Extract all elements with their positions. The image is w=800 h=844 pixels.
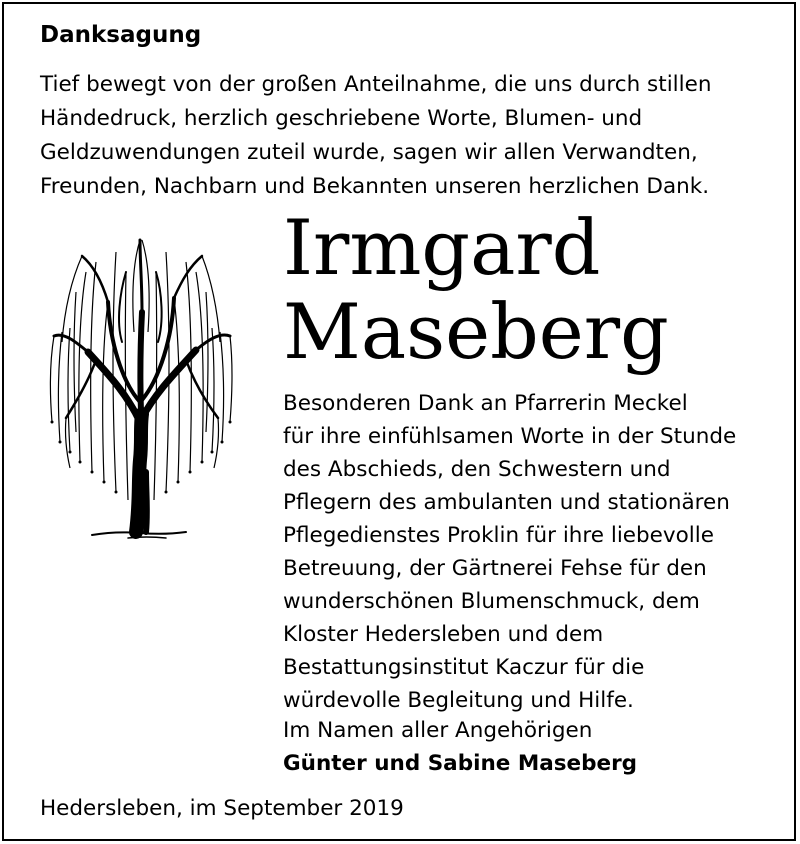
deceased-name [283,203,669,376]
thanks-line: Besonderen Dank an Pfarrerin Meckel [283,391,688,416]
signoff [283,714,637,780]
intro-line: Händedruck, herzlich geschriebene Worte, Blumen- und [40,106,643,131]
intro-line: Tief bewegt von der großen Anteilnahme, die uns durch stillen [40,72,712,97]
last-name: Maseberg [283,287,669,376]
special-thanks-text [283,387,773,717]
thanks-line: Betreuung, der Gärtnerei Fehse für den [283,556,707,581]
thanks-line: des Abschieds, den Schwestern und [283,457,671,482]
intro-text [40,68,770,204]
willow-tree-icon [36,232,246,542]
intro-line: Freunden, Nachbarn und Bekannten unseren herzlichen Dank. [40,174,710,199]
thanks-line: Bestattungsinstitut Kaczur für die [283,655,645,680]
first-name: Irmgard [283,203,601,292]
thanks-line: wunderschönen Blumenschmuck, dem [283,589,700,614]
heading: Danksagung [40,22,202,48]
on-behalf-text: Im Namen aller Angehörigen [283,718,593,743]
signers: Günter und Sabine Maseberg [283,751,638,776]
thanks-line: Kloster Hedersleben und dem [283,622,604,647]
thanks-line: Pflegern des ambulanten und stationären [283,490,730,515]
thanks-line: für ihre einfühlsamen Worte in der Stunde [283,424,737,449]
intro-line: Geldzuwendungen zuteil wurde, sagen wir allen Verwandten, [40,140,698,165]
thanks-line: würdevolle Begleitung und Hilfe. [283,688,634,713]
thanks-line: Pflegedienstes Proklin für ihre liebevolle [283,523,714,548]
place-date: Hedersleben, im September 2019 [40,796,404,821]
